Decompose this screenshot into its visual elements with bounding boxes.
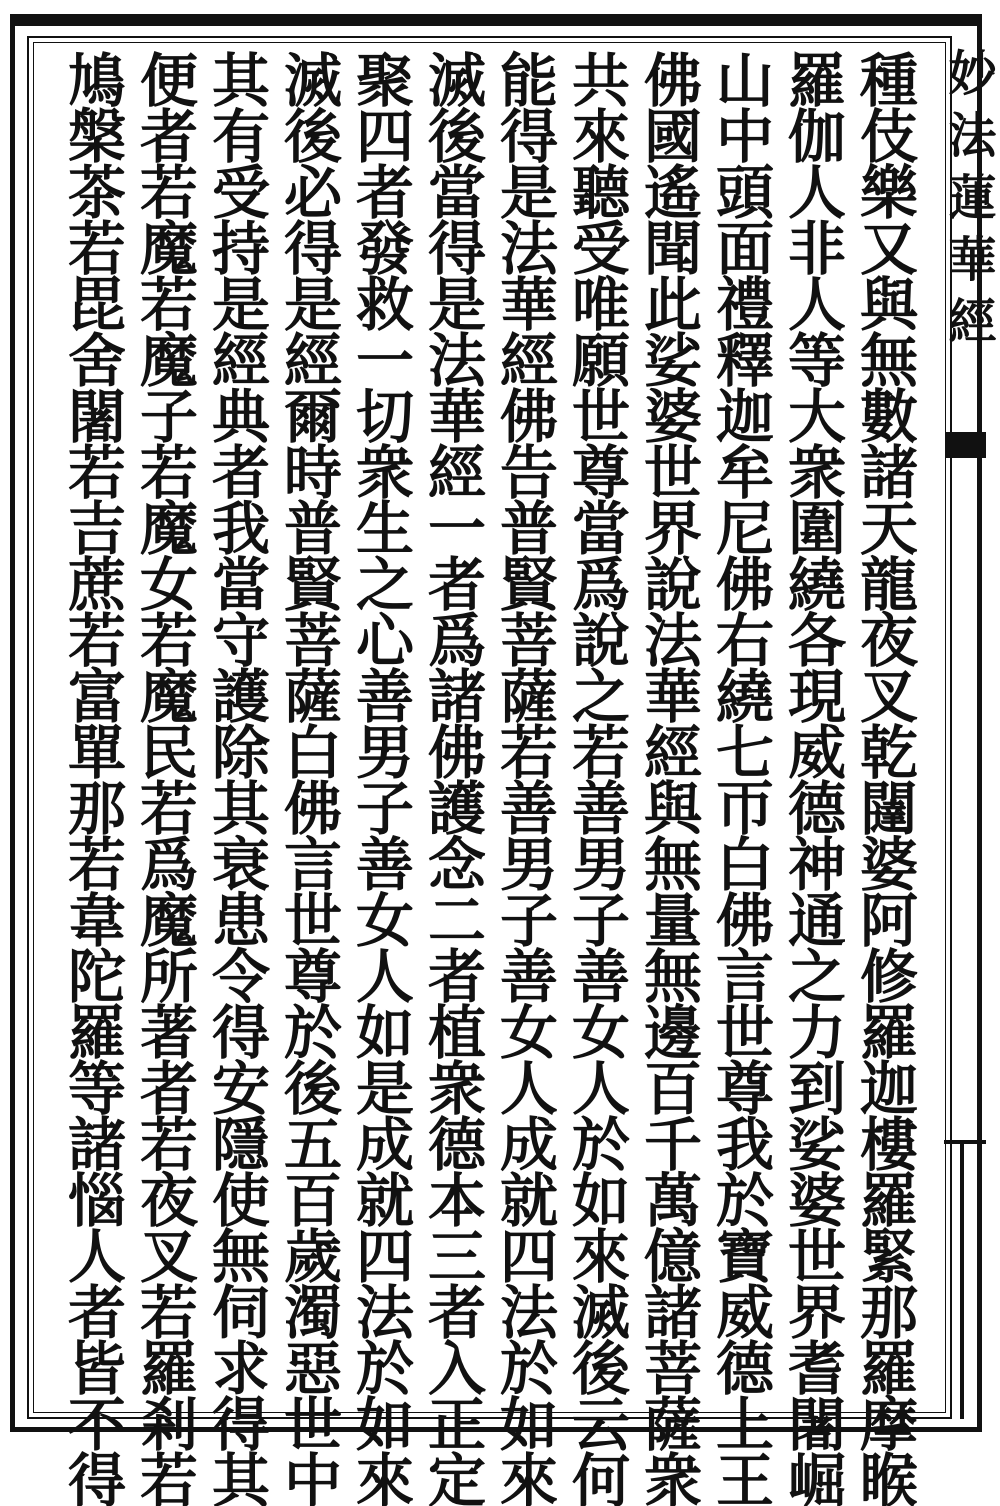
text-column: 便者若魔若魔子若魔女若魔民若爲魔所著者若夜叉若羅剎若 bbox=[130, 50, 198, 1506]
text-column: 佛國遙聞此娑婆世界說法華經與無量無邊百千萬億諸菩薩衆 bbox=[634, 50, 702, 1506]
text-column: 滅後必得是經爾時普賢菩薩白佛言世尊於後五百歲濁惡世中 bbox=[274, 50, 342, 1506]
text-body bbox=[58, 50, 920, 1506]
text-column: 山中頭面禮釋迦牟尼佛右繞七帀白佛言世尊我於寶威德上王 bbox=[706, 50, 774, 1506]
text-column: 鳩槃茶若毘舍闍若吉蔗若富單那若韋陀羅等諸惱人者皆不得 bbox=[58, 50, 126, 1506]
margin-block bbox=[946, 432, 986, 458]
text-column: 種伎樂又與無數諸天龍夜叉乾闥婆阿修羅迦樓羅緊那羅摩睺 bbox=[850, 50, 918, 1506]
margin-title: 妙法蓮華經 bbox=[940, 48, 996, 358]
top-border-bar bbox=[10, 14, 982, 26]
margin-rule bbox=[944, 1140, 986, 1144]
text-column: 滅後當得是法華經一者爲諸佛護念二者植衆德本三者入正定 bbox=[418, 50, 486, 1506]
text-column: 羅伽人非人等大衆圍繞各現威德神通之力到娑婆世界耆闍崛 bbox=[778, 50, 846, 1506]
text-column: 其有受持是經典者我當守護除其衰患令得安隱使無伺求得其 bbox=[202, 50, 270, 1506]
text-column: 共來聽受唯願世尊當爲說之若善男子善女人於如來滅後云何 bbox=[562, 50, 630, 1506]
margin-rule-vertical bbox=[960, 1144, 964, 1419]
text-column: 能得是法華經佛告普賢菩薩若善男子善女人成就四法於如來 bbox=[490, 50, 558, 1506]
text-column: 聚四者發救一切衆生之心善男子善女人如是成就四法於如來 bbox=[346, 50, 414, 1506]
